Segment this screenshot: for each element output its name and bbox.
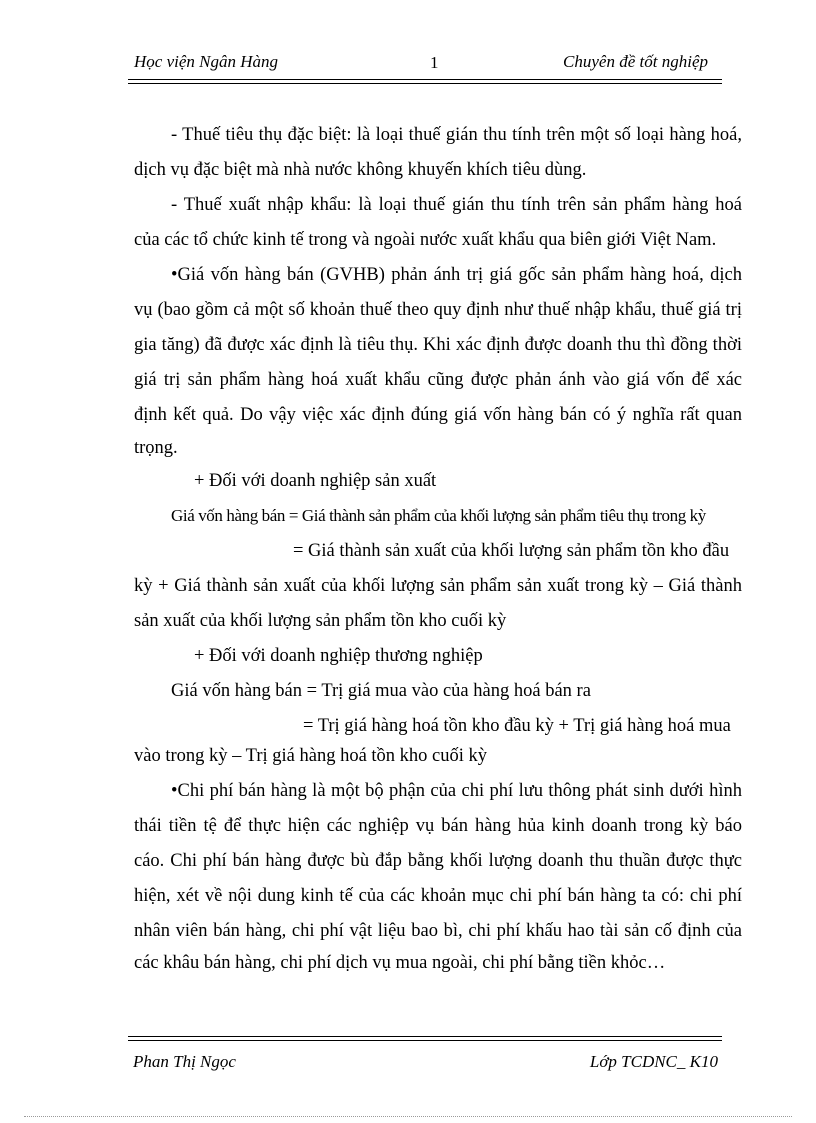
header-title: Chuyên đề tốt nghiệp: [563, 52, 708, 71]
page-footer: [128, 1052, 718, 1076]
header-rule-bottom: [128, 83, 722, 84]
page-bottom-border: [24, 1116, 792, 1117]
body-line: giá trị sản phẩm hàng hoá xuất khẩu cũng được phản ánh vào giá vốn để xác: [134, 370, 742, 390]
body-line: dịch vụ đặc biệt mà nhà nước không khuyến khích tiêu dùng.: [134, 160, 587, 180]
body-line: •Giá vốn hàng bán (GVHB) phản ánh trị giá gốc sản phẩm hàng hoá, dịch: [171, 265, 742, 285]
body-line: + Đối với doanh nghiệp sản xuất: [194, 471, 437, 491]
body-line: Giá vốn hàng bán = Trị giá mua vào của hàng hoá bán ra: [171, 681, 591, 701]
page-number: 1: [430, 53, 439, 72]
body-line: của các tổ chức kinh tế trong và ngoài nước xuất khẩu qua biên giới Việt Nam.: [134, 230, 717, 250]
body-line: = Trị giá hàng hoá tồn kho đầu kỳ + Trị giá hàng hoá mua: [303, 716, 731, 736]
header-rule-top: [128, 79, 722, 80]
body-line: - Thuế xuất nhập khẩu: là loại thuế gián thu tính trên sản phẩm hàng hoá: [171, 195, 742, 215]
header-institution: Học viện Ngân Hàng: [134, 52, 279, 71]
body-line: nhân viên bán hàng, chi phí vật liệu bao bì, chi phí khấu hao tài sản cố định của: [134, 921, 742, 941]
footer-rule-top: [128, 1036, 722, 1037]
body-line: định kết quả. Do vậy việc xác định đúng giá vốn hàng bán có ý nghĩa rất quan: [134, 405, 742, 425]
body-line: cáo. Chi phí bán hàng được bù đắp bằng khối lượng doanh thu thuần được thực: [134, 851, 742, 871]
body-line: + Đối với doanh nghiệp thương nghiệp: [194, 646, 483, 666]
body-line: vào trong kỳ – Trị giá hàng hoá tồn kho cuối kỳ: [134, 746, 488, 766]
body-line: Giá vốn hàng bán = Giá thành sản phẩm của khối lượng sản phẩm tiêu thụ trong kỳ: [171, 506, 706, 525]
body-line: •Chi phí bán hàng là một bộ phận của chi phí lưu thông phát sinh dưới hình: [171, 781, 742, 801]
body-line: trọng.: [134, 438, 178, 458]
page-header: [128, 50, 712, 76]
body-line: - Thuế tiêu thụ đặc biệt: là loại thuế gián thu tính trên một số loại hàng hoá,: [171, 125, 742, 145]
body-line: gia tăng) đã được xác định là tiêu thụ. Khi xác định được doanh thu thì đồng thời: [134, 335, 742, 355]
body-line: thái tiền tệ để thực hiện các nghiệp vụ bán hàng hủa kinh doanh trong kỳ báo: [134, 816, 742, 836]
body-line: vụ (bao gồm cả một số khoản thuế theo quy định như thuế nhập khẩu, thuế giá trị: [134, 300, 742, 320]
footer-class: Lớp TCDNC_ K10: [589, 1052, 718, 1071]
footer-rule-bottom: [128, 1040, 722, 1041]
body-line: kỳ + Giá thành sản xuất của khối lượng sản phẩm sản xuất trong kỳ – Giá thành: [134, 576, 742, 596]
body-line: = Giá thành sản xuất của khối lượng sản phẩm tồn kho đầu: [293, 541, 730, 561]
body-line: các khâu bán hàng, chi phí dịch vụ mua ngoài, chi phí bằng tiền khỏc…: [134, 953, 666, 973]
body-line: hiện, xét về nội dung kinh tế của các khoản mục chi phí bán hàng ta có: chi phí: [134, 886, 742, 906]
body-line: sản xuất của khối lượng sản phẩm tồn kho cuối kỳ: [134, 611, 507, 631]
footer-author: Phan Thị Ngọc: [133, 1052, 236, 1071]
